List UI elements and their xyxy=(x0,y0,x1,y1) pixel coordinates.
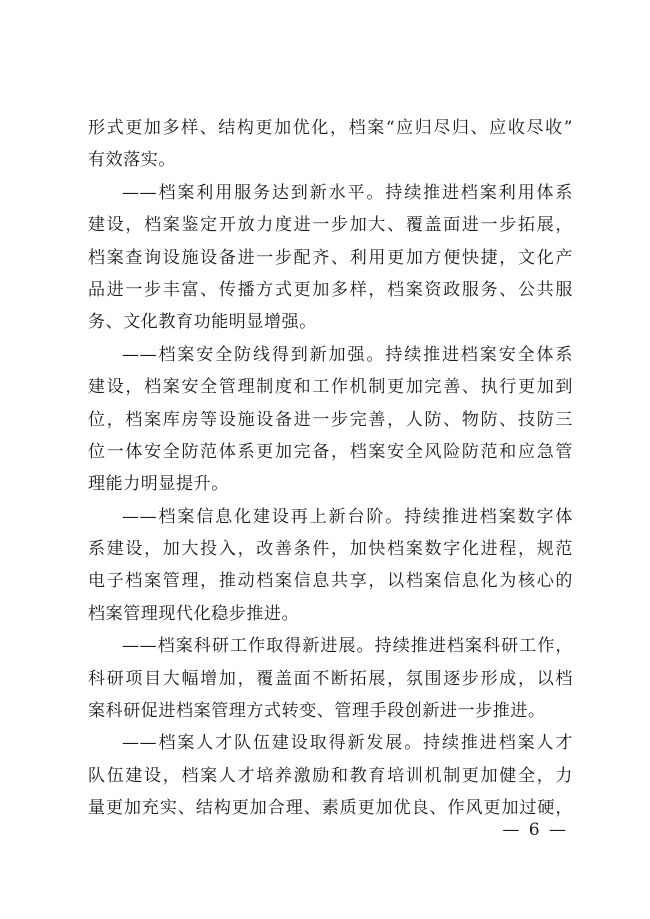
text-line: 形式更加多样、结构更加优化，档案“应归尽归、应收尽收” xyxy=(88,118,573,138)
text-line: 系建设，加大投入，改善条件，加快档案数字化进程，规范 xyxy=(88,539,573,560)
text-line: 科研项目大幅增加，覆盖面不断拓展，氛围逐步形成，以档 xyxy=(88,668,573,689)
text-line: 队伍建设，档案人才培养激励和教育培训机制更加健全，力 xyxy=(88,765,573,786)
text-line: 务、文化教育功能明显增强。 xyxy=(88,312,317,333)
text-line: 建设，档案安全管理制度和工作机制更加完善、执行更加到 xyxy=(88,377,573,398)
text-line: 理能力明显提升。 xyxy=(88,474,229,495)
text-line: 建设，档案鉴定开放力度进一步加大、覆盖面进一步拓展， xyxy=(88,215,573,236)
text-line: 位一体安全防范体系更加完备，档案安全风险防范和应急管 xyxy=(88,441,573,462)
paragraph xyxy=(88,501,573,631)
text-line: 档案查询设施设备进一步配齐、利用更加方便快捷，文化产 xyxy=(88,247,573,268)
page-number: — 6 — xyxy=(502,820,568,840)
text-line: 有效落实。 xyxy=(88,150,176,171)
body-text xyxy=(88,112,573,825)
text-line: 位，档案库房等设施设备进一步完善，人防、物防、技防三 xyxy=(88,409,573,430)
paragraph xyxy=(88,112,573,177)
text-line: 量更加充实、结构更加合理、素质更加优良、作风更加过硬， xyxy=(88,798,573,819)
paragraph xyxy=(88,177,573,339)
text-line: 案科研促进档案管理方式转变、管理手段创新进一步推进。 xyxy=(88,701,546,722)
text-line: ——档案安全防线得到新加强。持续推进档案安全体系 xyxy=(122,344,573,365)
text-line: ——档案科研工作取得新进展。持续推进档案科研工作， xyxy=(122,636,573,657)
text-line: ——档案人才队伍建设取得新发展。持续推进档案人才 xyxy=(122,733,573,754)
paragraph xyxy=(88,339,573,501)
text-line: 电子档案管理，推动档案信息共享，以档案信息化为核心的 xyxy=(88,571,573,592)
text-line: 档案管理现代化稳步推进。 xyxy=(88,603,300,624)
paragraph xyxy=(88,727,573,824)
text-line: ——档案信息化建设再上新台阶。持续推进档案数字体 xyxy=(122,506,573,527)
paragraph xyxy=(88,630,573,727)
text-line: ——档案利用服务达到新水平。持续推进档案利用体系 xyxy=(122,182,573,203)
text-line: 品进一步丰富、传播方式更加多样，档案资政服务、公共服 xyxy=(88,279,573,300)
